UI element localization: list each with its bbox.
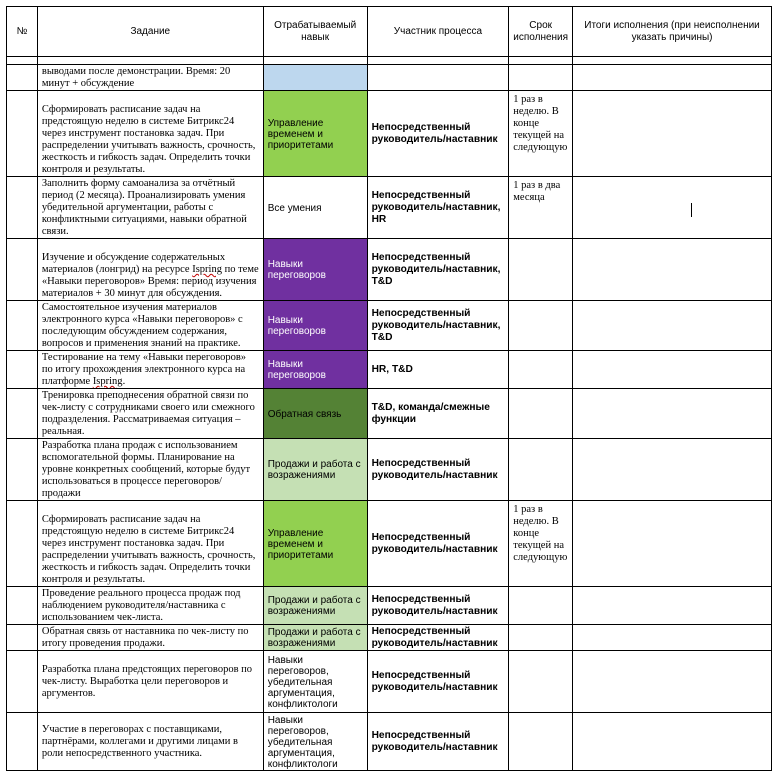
skill-cell: Управление временем и приоритетами	[263, 501, 367, 587]
table-row	[7, 301, 772, 351]
participant-cell: Непосредственный руководитель/наставник, HR	[367, 177, 509, 239]
term-cell	[509, 301, 573, 351]
row-number	[7, 389, 38, 439]
skill-cell: Продажи и работа с возражениями	[263, 587, 367, 625]
row-number	[7, 91, 38, 177]
result-cell	[573, 91, 772, 177]
table-row	[7, 65, 772, 91]
task-text: Сформировать расписание задач на предстоящую неделю в системе Битрикс24 через инструмент постановка задач. При распределении учитывать важность, срочность, жесткость и гибкость задач. Определить точки контроля и результаты.	[37, 501, 263, 587]
participant-cell: Непосредственный руководитель/наставник	[367, 651, 509, 713]
spacer-row	[7, 57, 772, 65]
row-number	[7, 651, 38, 713]
header-skill: Отрабатываемый навык	[263, 7, 367, 57]
table-row	[7, 625, 772, 651]
participant-cell: Непосредственный руководитель/наставник, T&D	[367, 301, 509, 351]
participant-cell: Непосредственный руководитель/наставник, T&D	[367, 239, 509, 301]
row-number	[7, 301, 38, 351]
table-row	[7, 239, 772, 301]
row-number	[7, 239, 38, 301]
result-cell	[573, 65, 772, 91]
header-task: Задание	[37, 7, 263, 57]
table-row	[7, 651, 772, 713]
skill-cell: Навыки переговоров, убедительная аргументация, конфликтологи	[263, 651, 367, 713]
skill-cell: Продажи и работа с возражениями	[263, 439, 367, 501]
result-cell	[573, 625, 772, 651]
term-cell	[509, 651, 573, 713]
result-cell	[573, 351, 772, 389]
task-text: Самостоятельное изучения материалов электронного курса «Навыки переговоров» с последующим обсуждением содержания, вопросов и применения знаний на практике.	[37, 301, 263, 351]
header-num: №	[7, 7, 38, 57]
brand-name: Ispring	[192, 264, 222, 275]
task-text: Обратная связь от наставника по чек-листу по итогу проведения продажи.	[37, 625, 263, 651]
skill-cell	[263, 65, 367, 91]
table-row	[7, 713, 772, 771]
result-cell	[573, 177, 772, 239]
skill-cell: Навыки переговоров	[263, 351, 367, 389]
task-text: Разработка плана продаж с использованием вспомогательной формы. Планирование на уровне конкретных сообщений, которые будут использоваться в процессе переговоров/продажи	[37, 439, 263, 501]
participant-cell: Непосредственный руководитель/наставник	[367, 439, 509, 501]
term-cell	[509, 351, 573, 389]
table-row	[7, 501, 772, 587]
term-cell	[509, 713, 573, 771]
task-text: Заполнить форму самоанализа за отчётный период (2 месяца). Проанализировать умения убедительной аргументации, работы с конфликтными ситуациями, навыки обратной связи.	[37, 177, 263, 239]
task-text: Сформировать расписание задач на предстоящую неделю в системе Битрикс24 через инструмент постановка задач. При распределении учитывать важность, срочность, жесткость и гибкость задач. Определить точки контроля и результаты.	[37, 91, 263, 177]
table-row	[7, 439, 772, 501]
term-cell: 1 раз в два месяца	[509, 177, 573, 239]
header-result: Итоги исполнения (при неисполнении указать причины)	[573, 7, 772, 57]
row-number	[7, 65, 38, 91]
skill-cell: Обратная связь	[263, 389, 367, 439]
row-number	[7, 501, 38, 587]
participant-cell: HR, T&D	[367, 351, 509, 389]
task-text: выводами после демонстрации. Время: 20 минут + обсуждение	[37, 65, 263, 91]
table-row	[7, 351, 772, 389]
row-number	[7, 177, 38, 239]
row-number	[7, 625, 38, 651]
table-row	[7, 177, 772, 239]
skill-cell: Продажи и работа с возражениями	[263, 625, 367, 651]
row-number	[7, 587, 38, 625]
table-row	[7, 389, 772, 439]
term-cell	[509, 65, 573, 91]
task-text: Тренировка преподнесения обратной связи по чек-листу с сотрудниками своего или смежного подразделения. Рассматриваемая ситуация – реальная.	[37, 389, 263, 439]
result-cell	[573, 439, 772, 501]
participant-cell: Непосредственный руководитель/наставник	[367, 625, 509, 651]
participant-cell	[367, 65, 509, 91]
row-number	[7, 713, 38, 771]
task-text: Тестирование на тему «Навыки переговоров» по итогу прохождения электронного курса на платформе Ispring.	[37, 351, 263, 389]
term-cell	[509, 587, 573, 625]
term-cell	[509, 439, 573, 501]
skill-cell: Навыки переговоров	[263, 239, 367, 301]
participant-cell: Непосредственный руководитель/наставник	[367, 91, 509, 177]
task-text: Разработка плана предстоящих переговоров по чек-листу. Выработка цели переговоров и аргументов.	[37, 651, 263, 713]
participant-cell: Непосредственный руководитель/наставник	[367, 713, 509, 771]
participant-cell: Непосредственный руководитель/наставник	[367, 501, 509, 587]
task-text: Проведение реального процесса продаж под наблюдением руководителя/наставника с использованием чек-листа.	[37, 587, 263, 625]
table-row	[7, 91, 772, 177]
result-cell	[573, 587, 772, 625]
result-cell	[573, 389, 772, 439]
term-cell	[509, 389, 573, 439]
result-cell	[573, 713, 772, 771]
table-row	[7, 587, 772, 625]
task-text: Участие в переговорах с поставщиками, партнёрами, коллегами и другими лицами в роли непосредственного участника.	[37, 713, 263, 771]
skill-cell: Управление временем и приоритетами	[263, 91, 367, 177]
brand-name: Ispring	[92, 376, 123, 387]
participant-cell: Непосредственный руководитель/наставник	[367, 587, 509, 625]
term-cell	[509, 625, 573, 651]
text-cursor	[691, 203, 692, 217]
development-plan-table	[6, 6, 772, 771]
row-number	[7, 351, 38, 389]
result-cell	[573, 239, 772, 301]
participant-cell: T&D, команда/смежные функции	[367, 389, 509, 439]
header-term: Срок исполнения	[509, 7, 573, 57]
plan-table-wrapper	[6, 6, 772, 771]
header-row	[7, 7, 772, 57]
header-participant: Участник процесса	[367, 7, 509, 57]
result-cell	[573, 651, 772, 713]
term-cell	[509, 239, 573, 301]
row-number	[7, 439, 38, 501]
term-cell: 1 раз в неделю. В конце текущей на следующую	[509, 91, 573, 177]
result-cell	[573, 501, 772, 587]
term-cell: 1 раз в неделю. В конце текущей на следующую	[509, 501, 573, 587]
result-cell	[573, 301, 772, 351]
task-text: Изучение и обсуждение содержательных материалов (лонгрид) на ресурсе Ispring по теме «Навыки переговоров» Время: период изучения материалов + 30 минут для обсуждения.	[37, 239, 263, 301]
skill-cell: Все умения	[263, 177, 367, 239]
skill-cell: Навыки переговоров	[263, 301, 367, 351]
skill-cell: Навыки переговоров, убедительная аргументация, конфликтологи	[263, 713, 367, 771]
